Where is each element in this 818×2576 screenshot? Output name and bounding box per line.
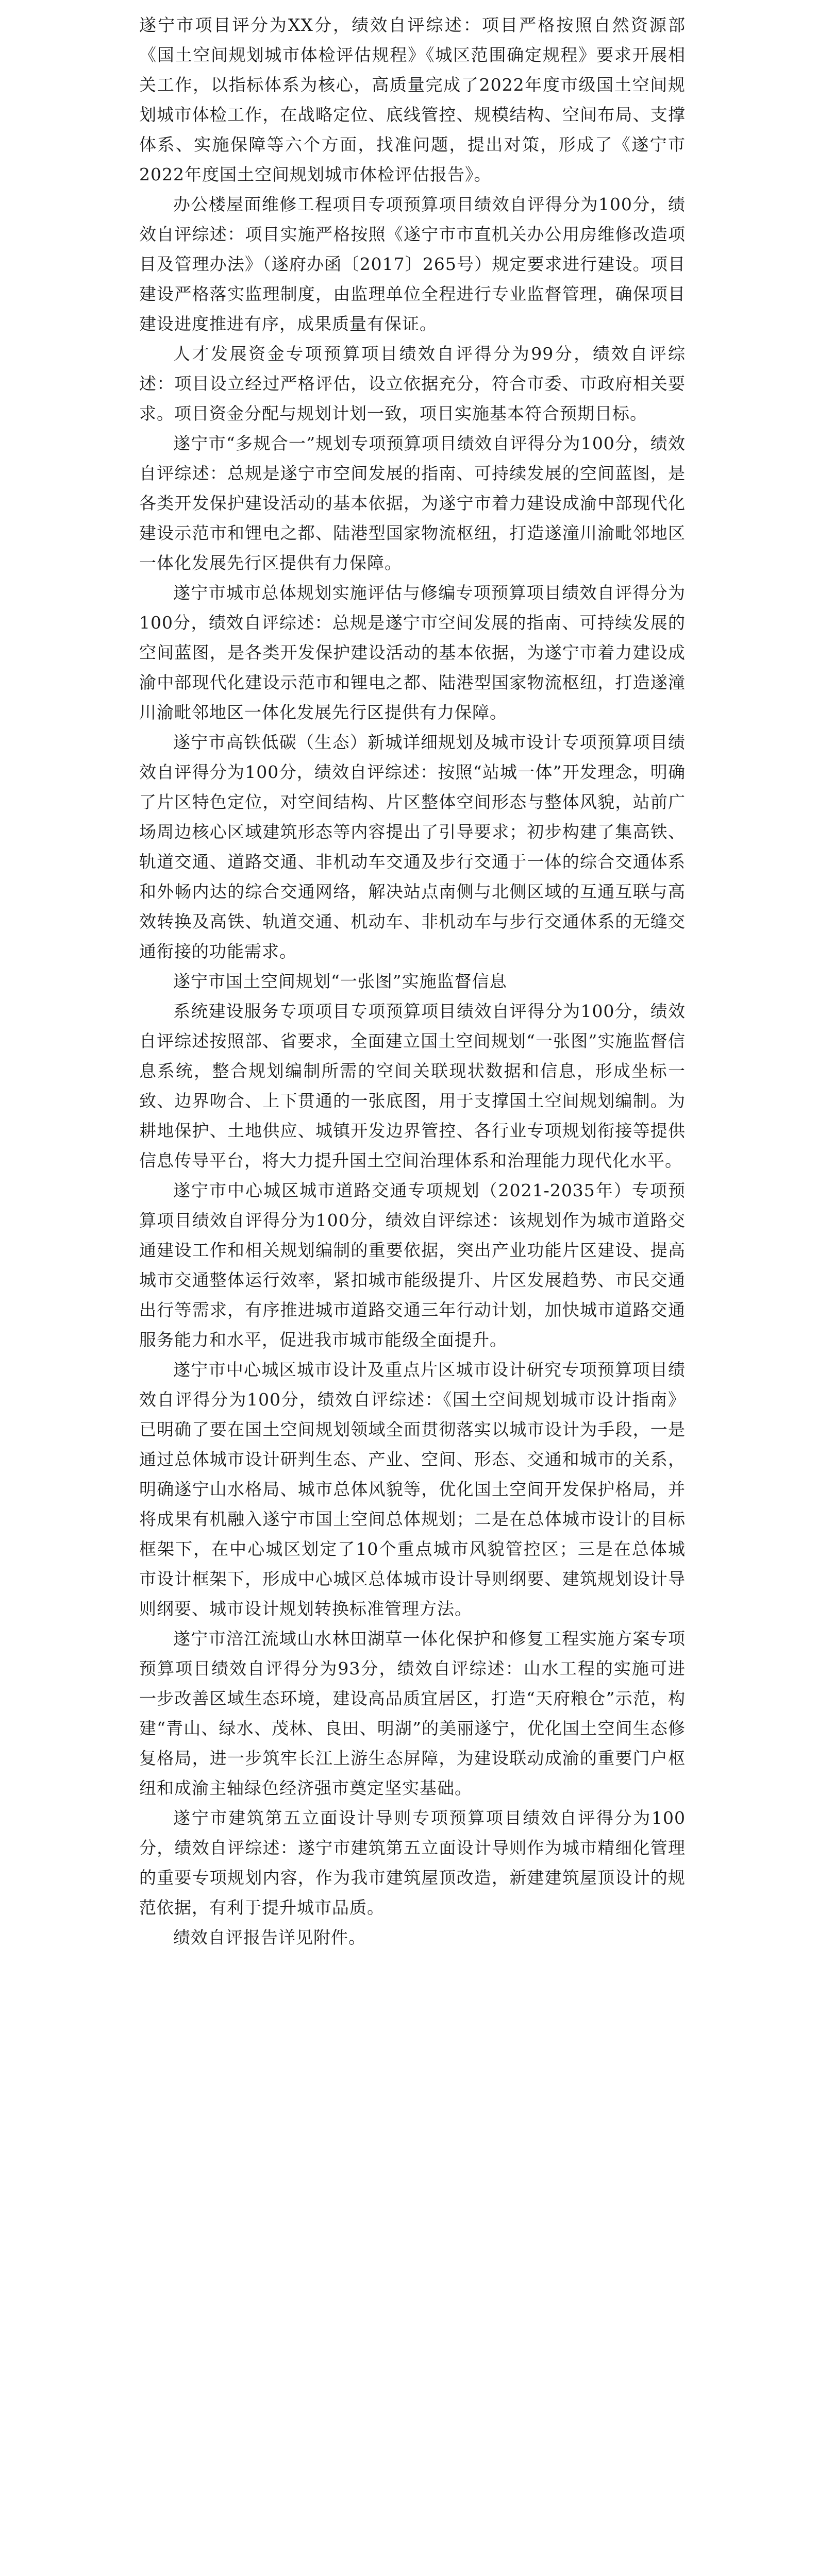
paragraph: 遂宁市项目评分为XX分，绩效自评综述：项目严格按照自然资源部《国土空间规划城市体检评估规程》《城区范围确定规程》要求开展相关工作，以指标体系为核心，高质量完成了2022年度市级国土空间规划城市体检工作，在战略定位、底线管控、规模结构、空间布局、支撑体系、实施保障等六个方面，找准问题，提出对策，形成了《遂宁市2022年度国土空间规划城市体检评估报告》。 xyxy=(139,15,686,184)
paragraph: 遂宁市建筑第五立面设计导则专项预算项目绩效自评得分为100分，绩效自评综述：遂宁市建筑第五立面设计导则作为城市精细化管理的重要专项规划内容，作为我市建筑屋顶改造，新建建筑屋顶设计的规范依据，有利于提升城市品质。 xyxy=(139,1808,686,1918)
paragraph: 遂宁市高铁低碳（生态）新城详细规划及城市设计专项预算项目绩效自评得分为100分，绩效自评综述：按照“站城一体”开发理念，明确了片区特色定位，对空间结构、片区整体空间形态与整体风貌，站前广场周边核心区域建筑形态等内容提出了引导要求；初步构建了集高铁、轨道交通、道路交通、非机动车交通及步行交通于一体的综合交通体系和外畅内达的综合交通网络，解决站点南侧与北侧区域的互通互联与高效转换及高铁、轨道交通、机动车、非机动车与步行交通体系的无缝交通衔接的功能需求。 xyxy=(139,732,686,961)
paragraph: 遂宁市“多规合一”规划专项预算项目绩效自评得分为100分，绩效自评综述：总规是遂宁市空间发展的指南、可持续发展的空间蓝图，是各类开发保护建设活动的基本依据，为遂宁市着力建设成渝中部现代化建设示范市和锂电之都、陆港型国家物流枢纽，打造遂潼川渝毗邻地区一体化发展先行区提供有力保障。 xyxy=(139,433,686,573)
paragraph: 绩效自评报告详见附件。 xyxy=(173,1927,366,1947)
document-body xyxy=(139,10,686,1953)
paragraph: 遂宁市中心城区城市道路交通专项规划（2021-2035年）专项预算项目绩效自评得分为100分，绩效自评综述：该规划作为城市道路交通建设工作和相关规划编制的重要依据，突出产业功能片区建设、提高城市交通整体运行效率，紧扣城市能级提升、片区发展趋势、市民交通出行等需求，有序推进城市道路交通三年行动计划，加快城市道路交通服务能力和水平，促进我市城市能级全面提升。 xyxy=(139,1180,686,1350)
paragraph: 系统建设服务专项项目专项预算项目绩效自评得分为100分，绩效自评综述按照部、省要求，全面建立国土空间规划“一张图”实施监督信息系统，整合规划编制所需的空间关联现状数据和信息，形成坐标一致、边界吻合、上下贯通的一张底图，用于支撑国土空间规划编制。为耕地保护、土地供应、城镇开发边界管控、各行业专项规划衔接等提供信息传导平台，将大力提升国土空间治理体系和治理能力现代化水平。 xyxy=(139,1001,686,1171)
paragraph: 人才发展资金专项预算项目绩效自评得分为99分，绩效自评综述：项目设立经过严格评估，设立依据充分，符合市委、市政府相关要求。项目资金分配与规划计划一致，项目实施基本符合预期目标。 xyxy=(139,344,686,423)
paragraph: 遂宁市中心城区城市设计及重点片区城市设计研究专项预算项目绩效自评得分为100分，绩效自评综述：《国土空间规划城市设计指南》已明确了要在国土空间规划领域全面贯彻落实以城市设计为手段，一是通过总体城市设计研判生态、产业、空间、形态、交通和城市的关系，明确遂宁山水格局、城市总体风貌等，优化国土空间开发保护格局，并将成果有机融入遂宁市国土空间总体规划；二是在总体城市设计的目标框架下，在中心城区划定了10个重点城市风貌管控区；三是在总体城市设计框架下，形成中心城区总体城市设计导则纲要、建筑规划设计导则纲要、城市设计规划转换标准管理方法。 xyxy=(139,1360,686,1619)
paragraph: 遂宁市涪江流域山水林田湖草一体化保护和修复工程实施方案专项预算项目绩效自评得分为93分，绩效自评综述：山水工程的实施可进一步改善区域生态环境，建设高品质宜居区，打造“天府粮仓”示范，构建“青山、绿水、茂林、良田、明湖”的美丽遂宁，优化国土空间生态修复格局，进一步筑牢长江上游生态屏障，为建设联动成渝的重要门户枢纽和成渝主轴绿色经济强市奠定坚实基础。 xyxy=(139,1629,686,1798)
paragraph: 遂宁市城市总体规划实施评估与修编专项预算项目绩效自评得分为100分，绩效自评综述：总规是遂宁市空间发展的指南、可持续发展的空间蓝图，是各类开发保护建设活动的基本依据，为遂宁市着力建设成渝中部现代化建设示范市和锂电之都、陆港型国家物流枢纽，打造遂潼川渝毗邻地区一体化发展先行区提供有力保障。 xyxy=(139,583,686,722)
paragraph: 遂宁市国土空间规划“一张图”实施监督信息 xyxy=(173,971,507,991)
paragraph: 办公楼屋面维修工程项目专项预算项目绩效自评得分为100分，绩效自评综述：项目实施严格按照《遂宁市市直机关办公用房维修改造项目及管理办法》（遂府办函〔2017〕265号）规定要求进行建设。项目建设严格落实监理制度，由监理单位全程进行专业监督管理，确保项目建设进度推进有序，成果质量有保证。 xyxy=(139,194,686,334)
